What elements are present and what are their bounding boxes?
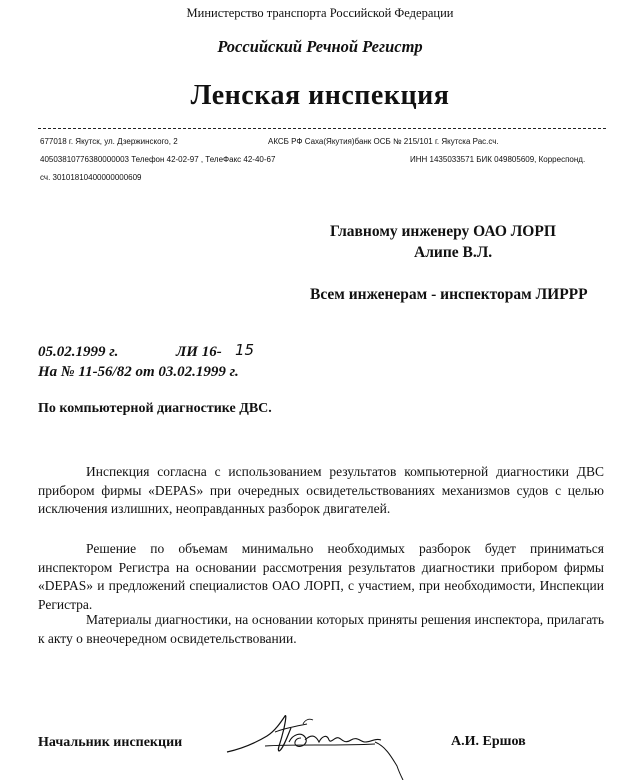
- recipient-inspectors: Всем инженерам - инспекторам ЛИРРР: [310, 286, 588, 303]
- recipient-name: Алипе В.Л.: [414, 244, 493, 261]
- reply-reference: На № 11-56/82 от 03.02.1999 г.: [38, 364, 239, 380]
- body-paragraph-2: Решение по объемам минимально необходимых разборок будет приниматься инспектором Регистра на основании рассмотрения результатов диагностики прибором фирмы «DEPAS» и предложений специалистов ОАО ЛОРП, с участием, при необходимости, Инспекции Регистра.: [38, 541, 604, 612]
- body-paragraph-3: Материалы диагностики, на основании которых приняты решения инспектора, прилагать к акту о внеочередном освидетельствовании.: [38, 612, 604, 646]
- ministry-name: Министерство транспорта Российской Федерации: [186, 6, 454, 20]
- letter-number-handwritten: 15: [235, 341, 255, 359]
- requisites-bank: АКСБ РФ Саха(Якутия)банк ОСБ № 215/101 г. Якутска Рас.сч.: [268, 137, 499, 146]
- letter-subject: По компьютерной диагностике ДВС.: [38, 401, 272, 416]
- recipient-chief-engineer: Главному инженеру ОАО ЛОРП: [330, 223, 556, 240]
- requisites-inn-bik: ИНН 1435033571 БИК 049805609, Корреспонд.: [410, 155, 586, 164]
- letter-date: 05.02.1999 г.: [38, 344, 119, 360]
- handwritten-signature: [225, 702, 435, 780]
- requisites-account-phone: 40503810776380000003 Телефон 42-02-97 , ТелеФакс 42-40-67: [40, 155, 276, 164]
- signer-title: Начальник инспекции: [38, 735, 183, 750]
- signer-name: А.И. Ершов: [451, 734, 526, 749]
- letter-number: ЛИ 16-: [176, 344, 222, 360]
- body-paragraph-1: Инспекция согласна с использованием результатов компьютерной диагностики ДВС прибором фирмы «DEPAS» при очередных освидетельствованиях механизмов судов с целью исключения излишних, неоправданных разборок двигателей.: [38, 464, 604, 516]
- header-divider: [38, 128, 606, 129]
- inspection-name: Ленская инспекция: [190, 80, 450, 111]
- register-name: Российский Речной Регистр: [217, 37, 423, 56]
- requisites-address: 677018 г. Якутск, ул. Дзержинского, 2: [40, 137, 178, 146]
- requisites-corr-account: сч. 30101810400000000609: [40, 173, 142, 182]
